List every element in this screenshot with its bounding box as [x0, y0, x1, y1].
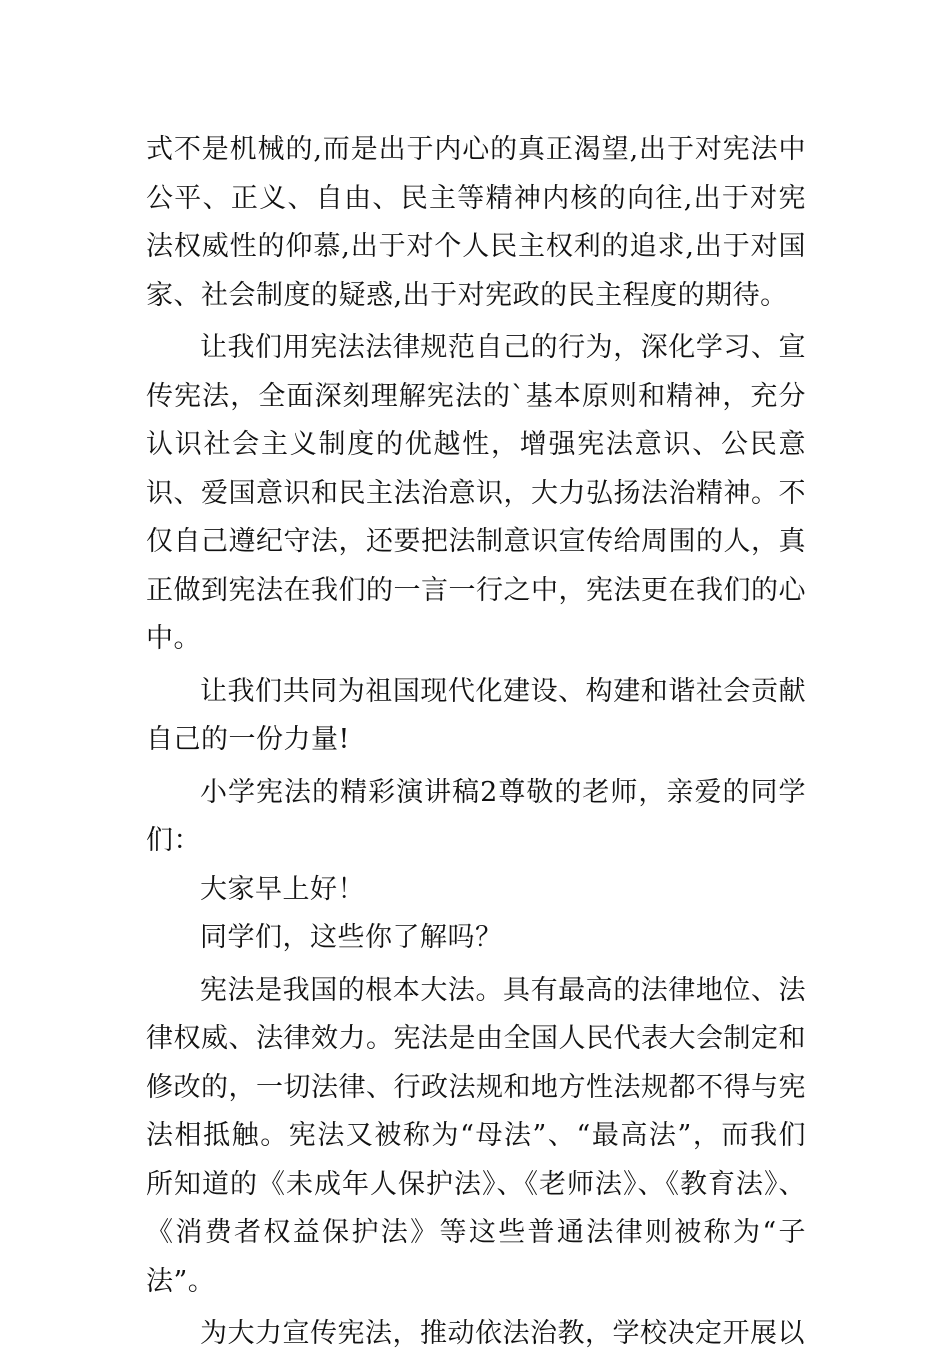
paragraph-contribute: 让我们共同为祖国现代化建设、构建和谐社会贡献自己的一份力量! — [146, 675, 806, 755]
document-body — [146, 126, 806, 1363]
greeting: 大家早上好！ — [200, 873, 365, 905]
paragraph-school-activity: 为大力宣传宪法，推动依法治教，学校决定开展以 — [200, 1318, 805, 1349]
paragraph-fundamental-law: 宪法是我国的根本大法。具有最高的法律地位、法律权威、法律效力。宪法是由全国人民代表大会制定和修改的，一切法律、行政法规和地方性法规都不得与宪法相抵触。宪法又被称为“母法”、“最高法”，而我们所知道的《未成年人保护法》、《老师法》、《教育法》、《消费者权益保护法》等这些普通法律则被称为“子法”。 — [146, 974, 806, 1297]
paragraph-continuation: 式不是机械的,而是出于内心的真正渴望,出于对宪法中公平、正义、自由、民主等精神内核的向往,出于对宪法权威性的仰慕,出于对个人民主权利的追求,出于对国家、社会制度的疑惑,出于对宪政的民主程度的期待。 — [146, 134, 806, 311]
question: 同学们，这些你了解吗？ — [200, 922, 503, 953]
paragraph-constitution-behavior: 让我们用宪法法律规范自己的行为，深化学习、宣传宪法，全面深刻理解宪法的`基本原则和精神，充分认识社会主义制度的优越性，增强宪法意识、公民意识、爱国意识和民主法治意识，大力弘扬法治精神。不仅自己遵纪守法，还要把法制意识宣传给周围的人，真正做到宪法在我们的一言一行之中，宪法更在我们的心中。 — [146, 332, 806, 654]
speech-heading: 小学宪法的精彩演讲稿2尊敬的老师，亲爱的同学们： — [146, 776, 806, 856]
